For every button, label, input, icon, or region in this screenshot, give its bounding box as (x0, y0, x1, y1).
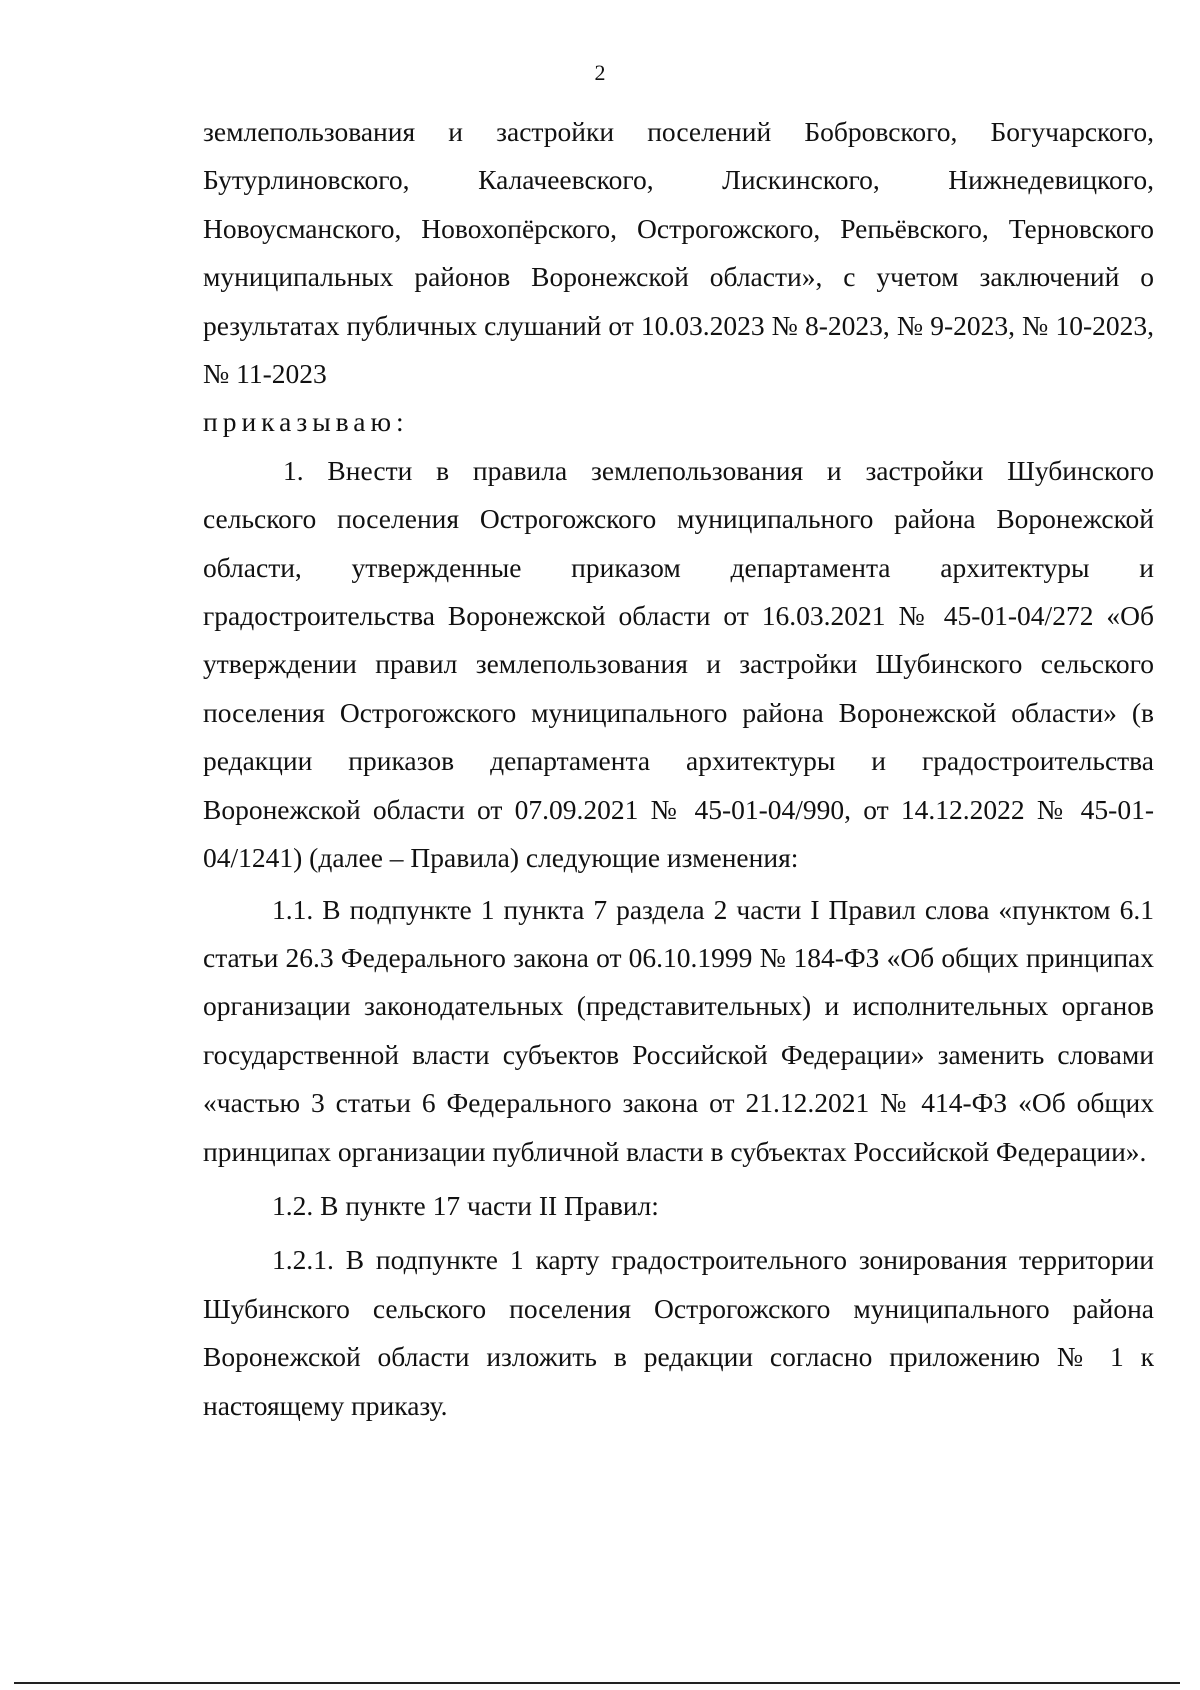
paragraph-item-1-1: 1.1. В подпункте 1 пункта 7 раздела 2 части I Правил слова «пунктом 6.1 статьи 26.3 Федерального закона от 06.10.1999 № 184-ФЗ «Об общих принципах организации законодательных (представительных) и исполнительных органов государственной власти субъектов Российской Федерации» заменить словами «частью 3 статьи 6 Федерального закона от 21.12.2021 № 414-ФЗ «Об общих принципах организации публичной власти в субъектах Российской Федерации». (203, 893, 1154, 1167)
paragraph-item-1-2-1: 1.2.1. В подпункте 1 карту градостроительного зонирования территории Шубинского сельского поселения Острогожского муниципального района Воронежской области изложить в редакции согласно приложению № 1 к настоящему приказу. (203, 1244, 1154, 1421)
bottom-divider (14, 1682, 1180, 1684)
paragraph-item-1: 1. Внести в правила землепользования и застройки Шубинского сельского поселения Острогожского муниципального района Воронежской области, утвержденные приказом департамента архитектуры и градостроительства Воронежской области от 16.03.2021 № 45-01-04/272 «Об утверждении правил землепользования и застройки Шубинского сельского поселения Острогожского муниципального района Воронежской области» (в редакции приказов департамента архитектуры и градостроительства Воронежской области от 07.09.2021 № 45-01-04/990, от 14.12.2022 № 45-01-04/1241) (далее – Правила) следующие изменения: (203, 454, 1154, 874)
paragraph-order-word: приказываю: (203, 406, 409, 438)
page-number: 2 (594, 60, 606, 85)
document-body (203, 108, 1154, 1430)
paragraph-preamble-continuation: землепользования и застройки поселений Бобровского, Богучарского, Бутурлиновского, Калачеевского, Лискинского, Нижнедевицкого, Новоусманского, Новохопёрского, Острогожского, Репьёвского, Терновского муниципальных районов Воронежской области», с учетом заключений о результатах публичных слушаний от 10.03.2023 № 8-2023, № 9-2023, № 10-2023, № 11-2023 (203, 116, 1154, 390)
paragraph-item-1-2: 1.2. В пункте 17 части II Правил: (272, 1189, 659, 1221)
